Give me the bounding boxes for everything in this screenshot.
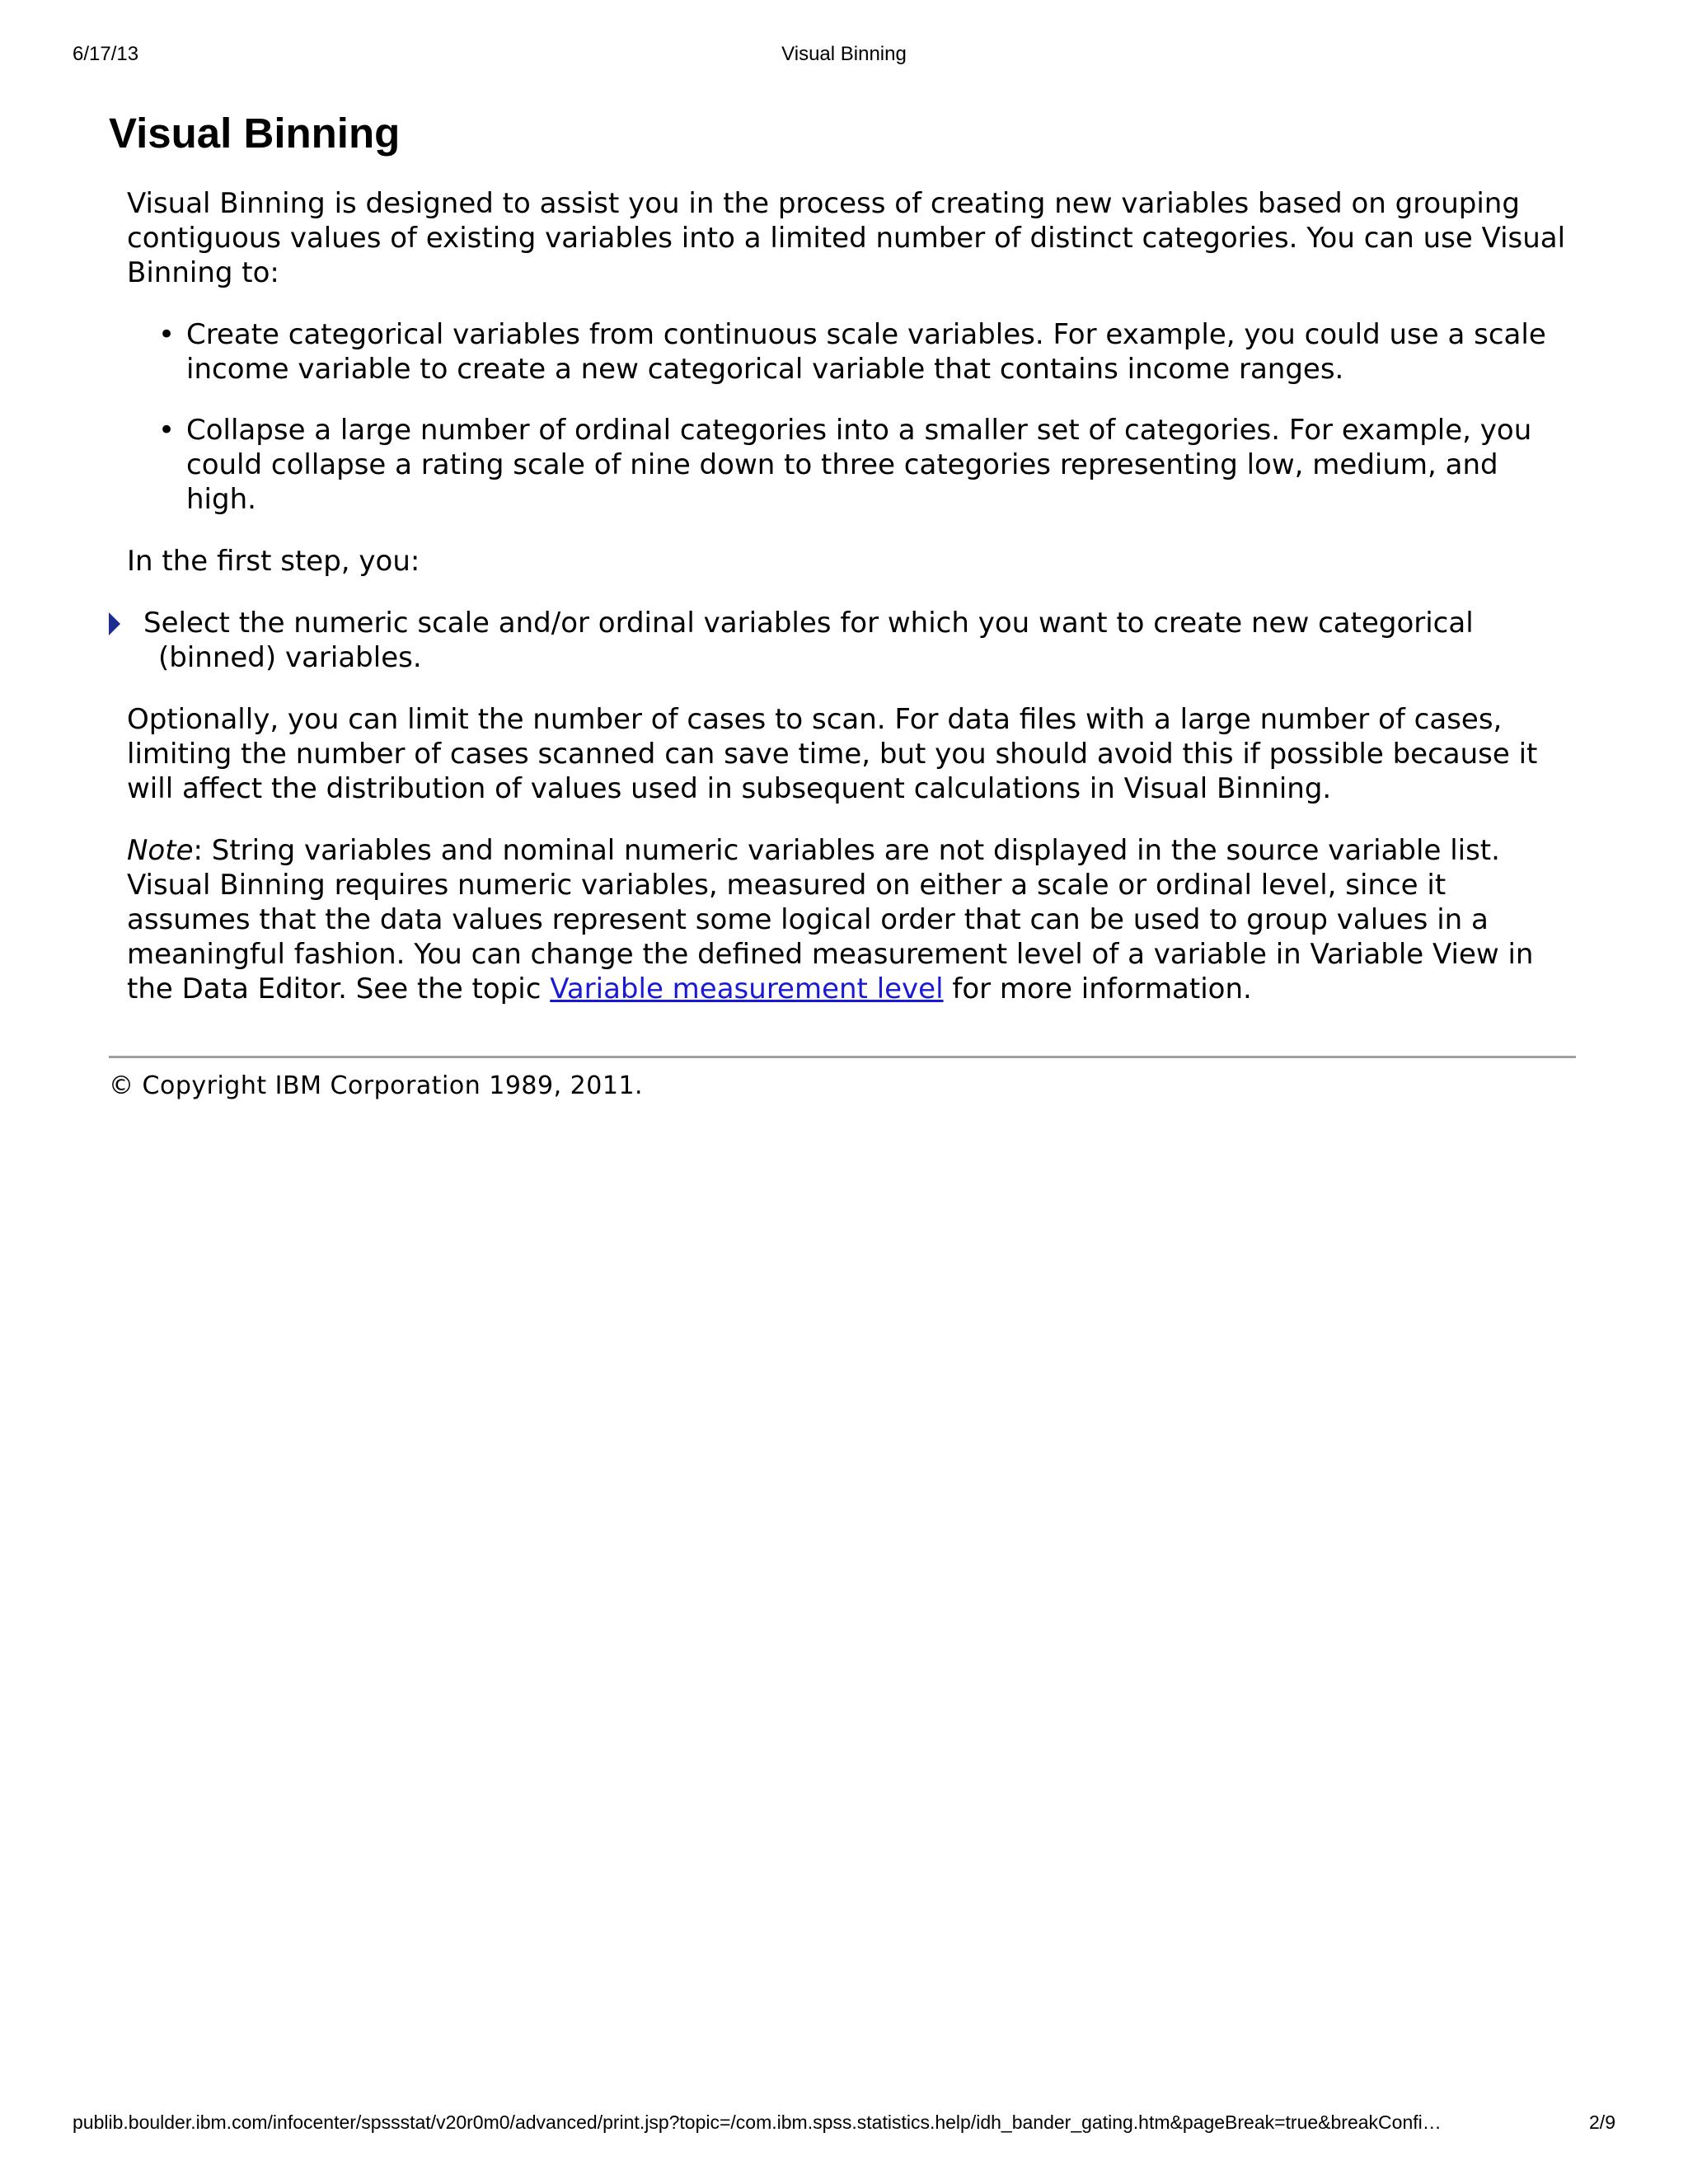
print-date: 6/17/13 <box>73 43 139 65</box>
intro-paragraph: Visual Binning is designed to assist you in the process of creating new variables based on grouping contiguous values of existing variables into a limited number of distinct categories. You can use Visual Binning to: <box>127 187 1566 289</box>
list-item <box>127 317 1576 387</box>
triangle-right-icon <box>109 612 120 635</box>
note-text: : String variables and nominal numeric variables are not displayed in the source variable list. Visual Binning requires numeric variables, measured on either a scale or ordinal level, since it assumes that the data values represent some logical order that can be used to group values in a meaningful fashion. You can change the defined measurement level of a variable in Variable View in the Data Editor. See the topic <box>127 834 1534 1005</box>
bullet-dot: • <box>158 318 176 351</box>
bullet-text: Create categorical variables from continuous scale variables. For example, you could use a scale income variable to create a new categorical variable that contains income ranges. <box>186 318 1546 386</box>
copyright-notice: © Copyright IBM Corporation 1989, 2011. <box>109 1071 644 1100</box>
note-label: Note <box>127 834 194 867</box>
body-text <box>127 186 1576 1006</box>
bullet-text: Collapse a large number of ordinal categories into a smaller set of categories. For example, you could collapse a rating scale of nine down to three categories representing low, medium, and high. <box>186 414 1532 516</box>
step-text: Select the numeric scale and/or ordinal variables for which you want to create new categorical (binned) variables. <box>143 607 1474 674</box>
print-url: publib.boulder.ibm.com/infocenter/spssstat/v20r0m0/advanced/print.jsp?topic=/com.ibm.spss.statistics.help/idh_bander_gating.htm&pageBreak=true&breakConfi… <box>73 2111 1442 2133</box>
print-header <box>73 43 1615 69</box>
page-number: 2/9 <box>1589 2111 1615 2133</box>
divider <box>109 1056 1576 1058</box>
note-paragraph <box>127 833 1576 1006</box>
print-footer <box>73 2111 1615 2136</box>
document-content <box>109 99 1576 1100</box>
step-item <box>109 606 1576 675</box>
print-title: Visual Binning <box>781 43 907 65</box>
list-item <box>127 413 1576 517</box>
note-text-end: for more information. <box>943 972 1252 1005</box>
first-step-intro: In the first step, you: <box>127 545 420 578</box>
variable-measurement-level-link[interactable]: Variable measurement level <box>550 972 944 1005</box>
bullet-list <box>127 317 1576 517</box>
optional-paragraph: Optionally, you can limit the number of cases to scan. For data files with a large number of cases, limiting the number of cases scanned can save time, but you should avoid this if possible because it will affect the distribution of values used in subsequent calculations in Visual Binning. <box>127 703 1538 805</box>
page-title: Visual Binning <box>109 110 401 157</box>
bullet-dot: • <box>158 414 176 447</box>
